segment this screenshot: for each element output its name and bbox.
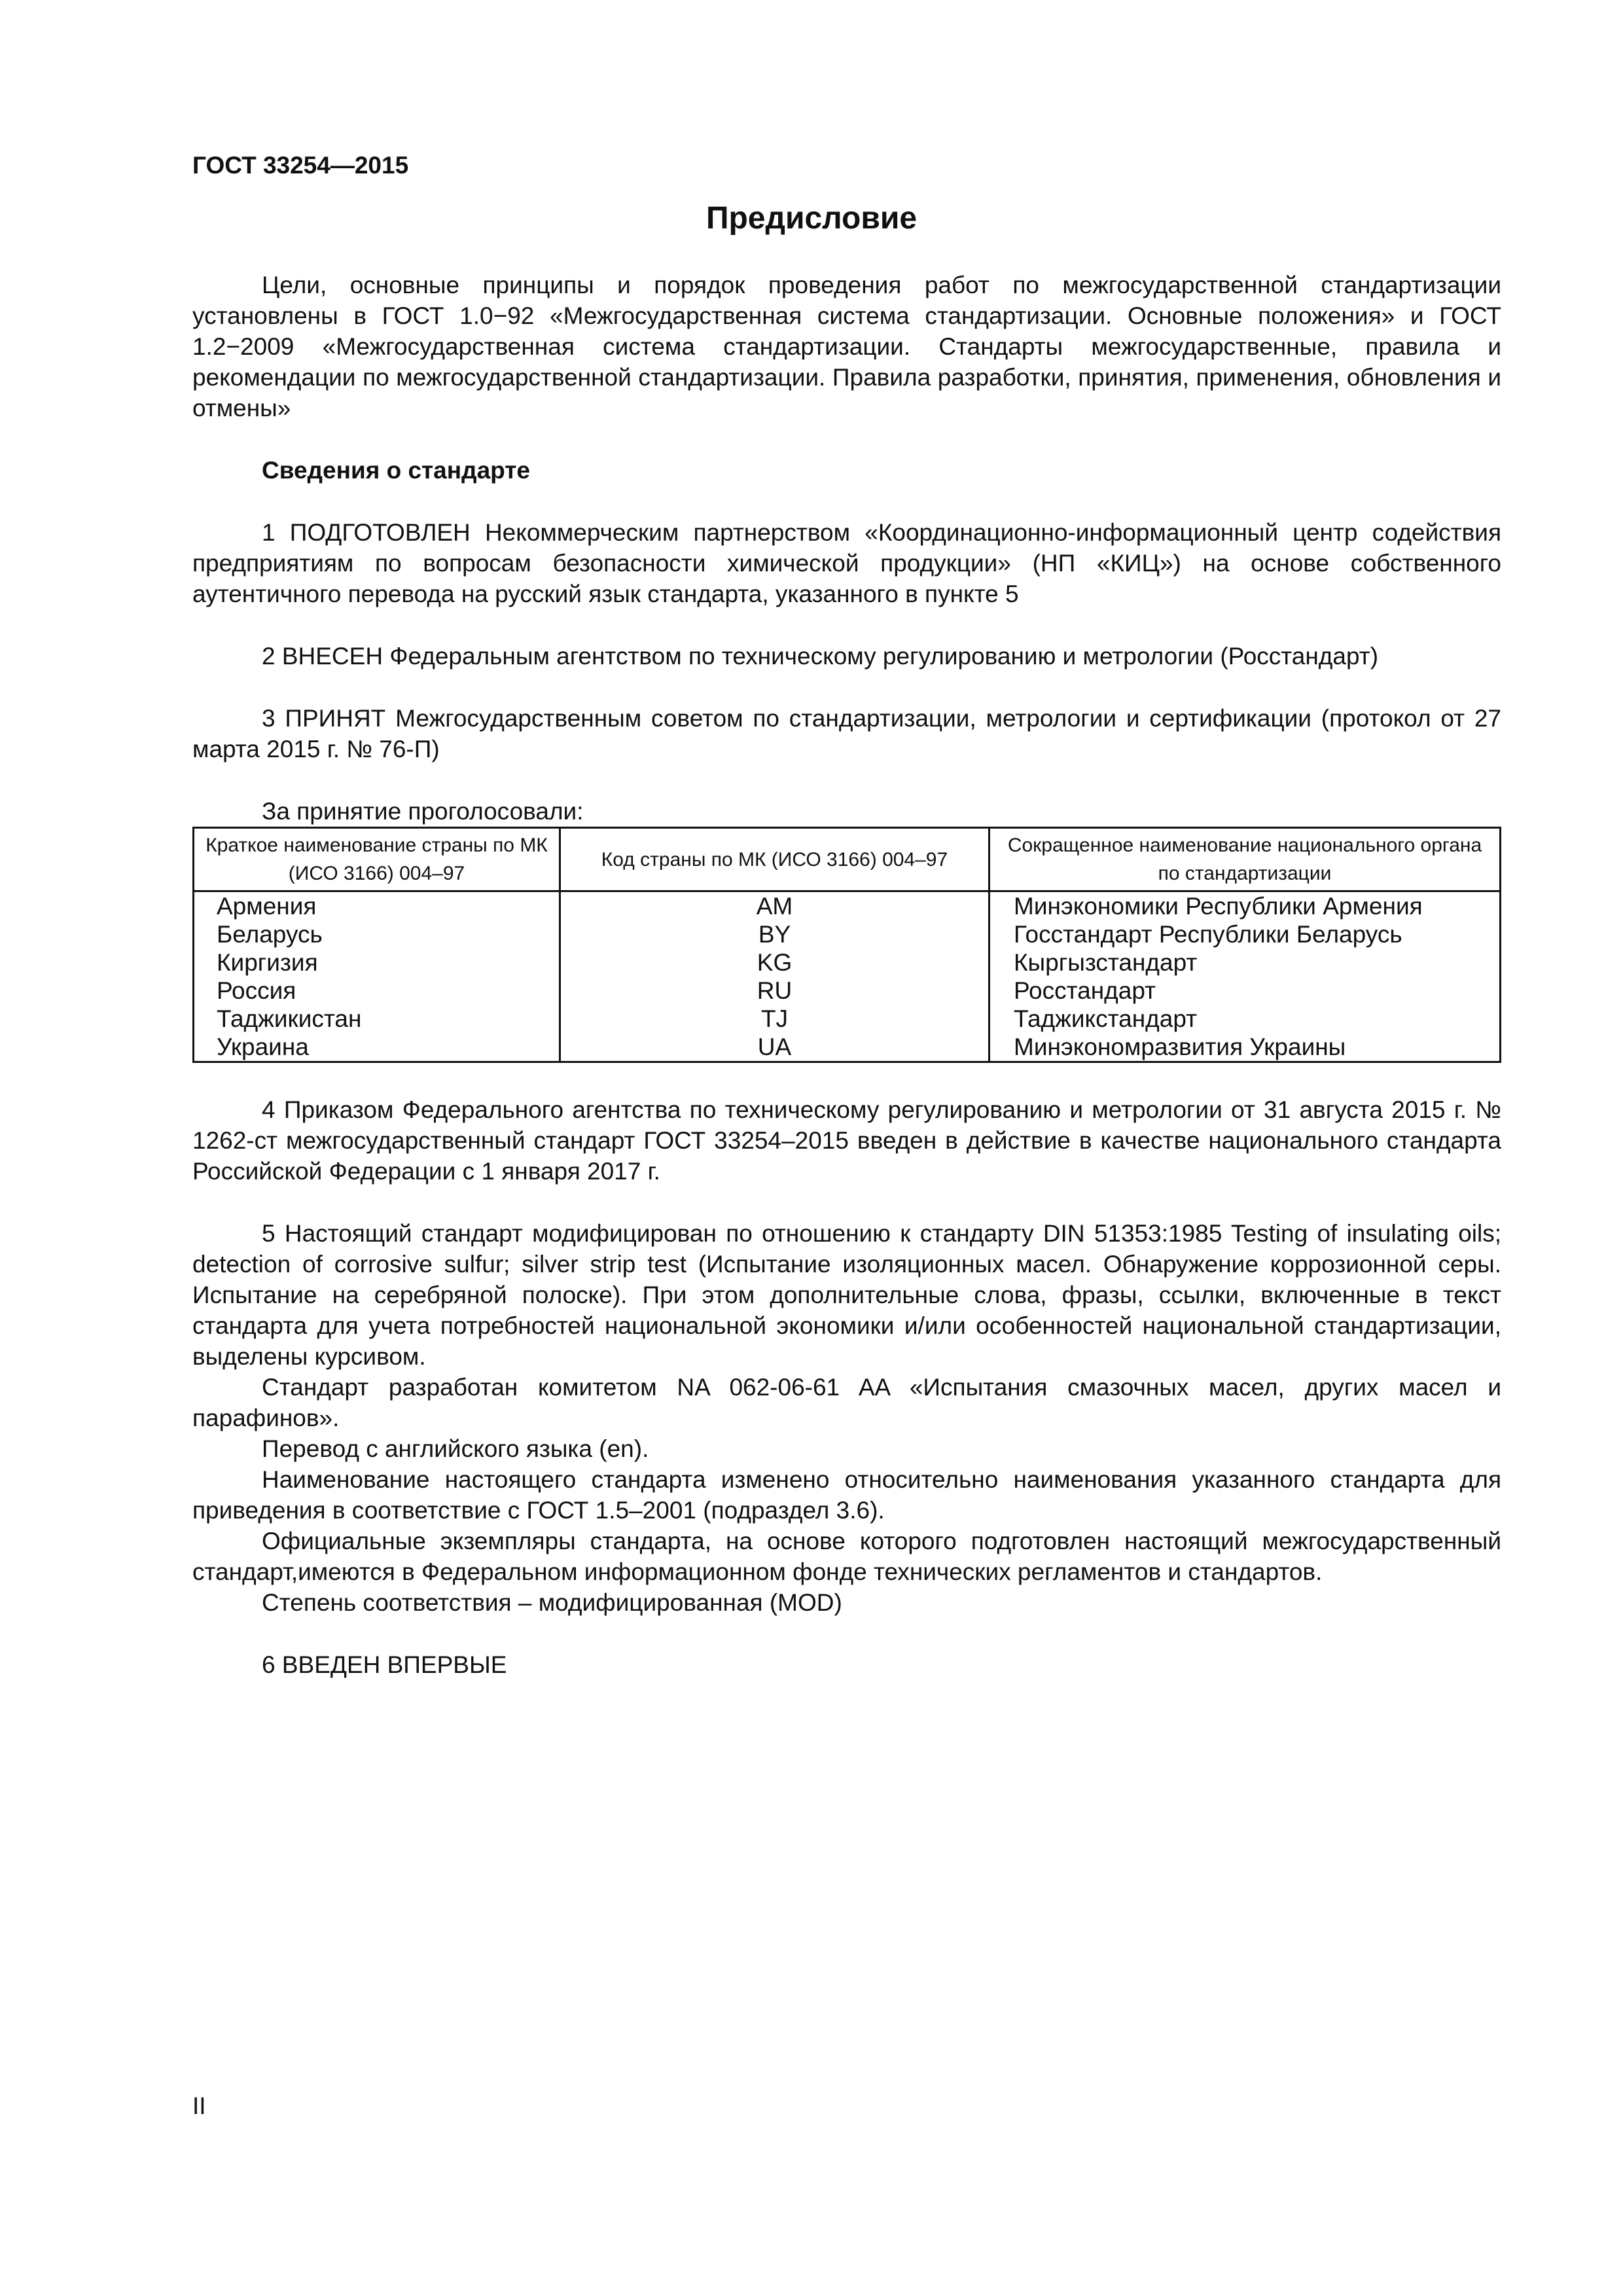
table-row bbox=[194, 1033, 1501, 1062]
country-code: AM bbox=[560, 891, 990, 921]
item-5-official-copies: Официальные экземпляры стандарта, на основе которого подготовлен настоящий межгосударственный стандарт,имеются в Федеральном информационном фонде технических регламентов и стандартов. bbox=[192, 1528, 1501, 1585]
table-row bbox=[194, 948, 1501, 977]
standards-body: Кыргызстандарт bbox=[990, 948, 1501, 977]
country-name: Украина bbox=[194, 1033, 560, 1062]
country-code: TJ bbox=[560, 1005, 990, 1033]
country-name: Беларусь bbox=[194, 920, 560, 948]
item-2-paragraph: 2 ВНЕСЕН Федеральным агентством по техническому регулированию и метрологии (Росстандарт) bbox=[262, 643, 1379, 670]
column-header-body: Сокращенное наименование национального органа по стандартизации bbox=[990, 828, 1501, 891]
column-header-country: Краткое наименование страны по МК (ИСО 3166) 004–97 bbox=[194, 828, 560, 891]
country-name: Армения bbox=[194, 891, 560, 921]
item-5-conformity: Степень соответствия – модифицированная (MOD) bbox=[262, 1589, 842, 1616]
country-code: KG bbox=[560, 948, 990, 977]
intro-paragraph: Цели, основные принципы и порядок проведения работ по межгосударственной стандартизации установлены в ГОСТ 1.0−92 «Межгосударственная система стандартизации. Основные положения» и ГОСТ 1.2−2009 «Межгосударственная система стандартизации. Стандарты межгосударственные, правила и рекомендации по межгосударственной стандартизации. Правила разработки, принятия, применения, обновления и отмены» bbox=[192, 272, 1501, 422]
document-body bbox=[192, 270, 1501, 1680]
country-name: Россия bbox=[194, 977, 560, 1005]
page-number: II bbox=[192, 2092, 206, 2119]
standards-body: Таджикстандарт bbox=[990, 1005, 1501, 1033]
item-5-committee: Стандарт разработан комитетом NA 062-06-61 AA «Испытания смазочных масел, других масел и парафинов». bbox=[192, 1374, 1501, 1431]
standards-body: Росстандарт bbox=[990, 977, 1501, 1005]
country-code: RU bbox=[560, 977, 990, 1005]
table-row bbox=[194, 920, 1501, 948]
standards-body: Минэкономразвития Украины bbox=[990, 1033, 1501, 1062]
page-title: Предисловие bbox=[705, 201, 918, 236]
vote-table-header bbox=[194, 828, 1501, 891]
vote-table bbox=[192, 827, 1501, 1063]
item-1-paragraph: 1 ПОДГОТОВЛЕН Некоммерческим партнерством «Координационно-информационный центр содействия предприятиям по вопросам безопасности химической продукции» (НП «КИЦ») на основе собственного аутентичного перевода на русский язык стандарта, указанного в пункте 5 bbox=[192, 519, 1501, 607]
column-header-code: Код страны по МК (ИСО 3166) 004–97 bbox=[560, 828, 990, 891]
item-5-paragraph: 5 Настоящий стандарт модифицирован по отношению к стандарту DIN 51353:1985 Testing of insulating oils; detection of corrosive sulfur; silver strip test (Испытание изоляционных масел. Обнаружение коррозионной серы. Испытание на серебряной полоске). При этом дополнительные слова, фразы, ссылки, включенные в текст стандарта для учета потребностей национальной экономики и/или особенностей национальной стандартизации, выделены курсивом. bbox=[192, 1220, 1501, 1370]
table-row bbox=[194, 977, 1501, 1005]
document-code: ГОСТ 33254—2015 bbox=[192, 152, 409, 179]
table-row bbox=[194, 891, 1501, 921]
vote-intro: За принятие проголосовали: bbox=[262, 798, 584, 825]
item-4-paragraph: 4 Приказом Федерального агентства по техническому регулированию и метрологии от 31 августа 2015 г. № 1262-ст межгосударственный стандарт ГОСТ 33254–2015 введен в действие в качестве национального стандарта Российской Федерации с 1 января 2017 г. bbox=[192, 1096, 1501, 1185]
item-5-title-change: Наименование настоящего стандарта изменено относительно наименования указанного стандарта для приведения в соответствие с ГОСТ 1.5–2001 (подраздел 3.6). bbox=[192, 1466, 1501, 1524]
item-6-paragraph: 6 ВВЕДЕН ВПЕРВЫЕ bbox=[262, 1651, 507, 1678]
section-heading: Сведения о стандарте bbox=[262, 457, 530, 484]
standards-body: Минэкономики Республики Армения bbox=[990, 891, 1501, 921]
table-row bbox=[194, 1005, 1501, 1033]
country-code: UA bbox=[560, 1033, 990, 1062]
item-3-paragraph: 3 ПРИНЯТ Межгосударственным советом по стандартизации, метрологии и сертификации (протокол от 27 марта 2015 г. № 76-П) bbox=[192, 705, 1501, 762]
country-code: BY bbox=[560, 920, 990, 948]
country-name: Таджикистан bbox=[194, 1005, 560, 1033]
standards-body: Госстандарт Республики Беларусь bbox=[990, 920, 1501, 948]
country-name: Киргизия bbox=[194, 948, 560, 977]
item-5-translation: Перевод с английского языка (en). bbox=[262, 1435, 649, 1462]
